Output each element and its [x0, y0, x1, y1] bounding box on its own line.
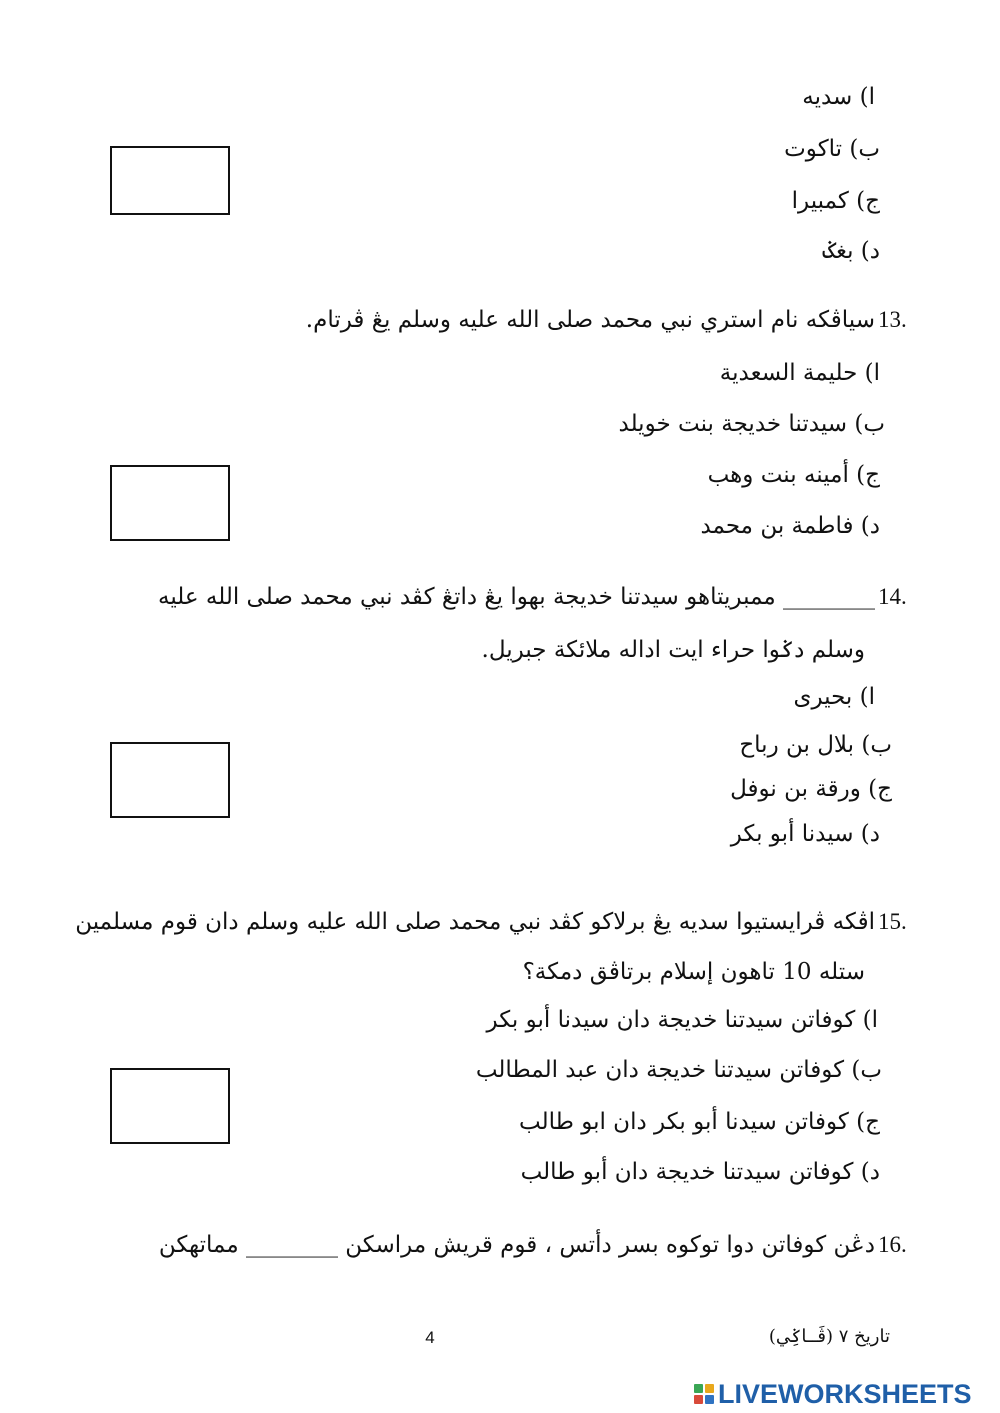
- q16-number: 16.: [878, 1232, 907, 1257]
- q13-option-d: د) فاطمة بن محمد: [700, 513, 880, 539]
- q15-option-d: د) کوفاتن سيدتنا خديجة دان أبو طالب: [520, 1159, 880, 1185]
- liveworksheets-grid-icon: [694, 1384, 714, 1404]
- q13-option-b: ب) سيدتنا خديجة بنت خويلد: [618, 411, 885, 437]
- q16-question: دڠن کوفاتن دوا توکوه بسر دأتس ، قوم قريش مراسکن ________ مماتهکن: [158, 1232, 875, 1258]
- q12-option-c: ج) کمبيرا: [791, 188, 880, 214]
- q15-question-line1: اڤکه ڤرايستيوا سديه يڠ برلاکو کڤد نبي محمد صلى الله عليه وسلم دان قوم مسلمين: [75, 909, 875, 935]
- liveworksheets-logo: [694, 1378, 972, 1410]
- q15-option-b: ب) کوفاتن سيدتنا خديجة دان عبد المطالب: [475, 1057, 882, 1083]
- q12-option-b: ب) تاکوت: [784, 136, 880, 162]
- q12-option-a: ا) سديه: [802, 84, 875, 110]
- liveworksheets-wordmark: LIVEWORKSHEETS: [718, 1378, 972, 1409]
- q13-number: 13.: [878, 307, 907, 332]
- q15-option-a: ا) کوفاتن سيدتنا خديجة دان سيدنا أبو بکر: [486, 1007, 878, 1033]
- q14-number: 14.: [878, 584, 907, 609]
- q15-number: 15.: [878, 909, 907, 934]
- logo-square-green: [694, 1384, 703, 1393]
- q14-option-b: ب) بلال بن رباح: [739, 732, 892, 758]
- q12-answer-box[interactable]: [110, 146, 230, 215]
- logo-square-yellow: [705, 1384, 714, 1393]
- q14-answer-box[interactable]: [110, 742, 230, 818]
- q15-question-line2: ستله 10 تاهون إسلام برتاڤق دمکة؟: [522, 959, 865, 985]
- q13-option-c: ج) أمينه بنت وهب: [707, 462, 880, 488]
- footer-subject: تاريخ ٧ (ڤَــاݢِي): [768, 1326, 890, 1347]
- page-number: 4: [425, 1328, 435, 1347]
- q14-question-line1: ________ ممبريتاهو سيدتنا خديجة بهوا يڠ داتڠ کڤد نبي محمد صلى الله عليه: [157, 584, 875, 610]
- q15-answer-box[interactable]: [110, 1068, 230, 1144]
- q13-option-a: ا) حليمة السعدية: [719, 360, 880, 386]
- q14-option-a: ا) بحيرى: [793, 684, 875, 710]
- q14-option-c: ج) ورقة بن نوفل: [730, 776, 892, 802]
- logo-square-red: [694, 1395, 703, 1404]
- q14-question-line2: وسلم دݢوا حراء ايت اداله ملائکة جبريل.: [481, 637, 865, 663]
- logo-square-blue: [705, 1395, 714, 1404]
- q13-question: سياڤکه نام استري نبي محمد صلى الله عليه وسلم يڠ ڤرتام.: [305, 307, 875, 333]
- q13-answer-box[interactable]: [110, 465, 230, 541]
- q14-option-d: د) سيدنا أبو بکر: [730, 821, 880, 847]
- q15-option-c: ج) کوفاتن سيدنا أبو بکر دان ابو طالب: [518, 1109, 880, 1135]
- q12-option-d: د) بغݢ: [822, 238, 880, 264]
